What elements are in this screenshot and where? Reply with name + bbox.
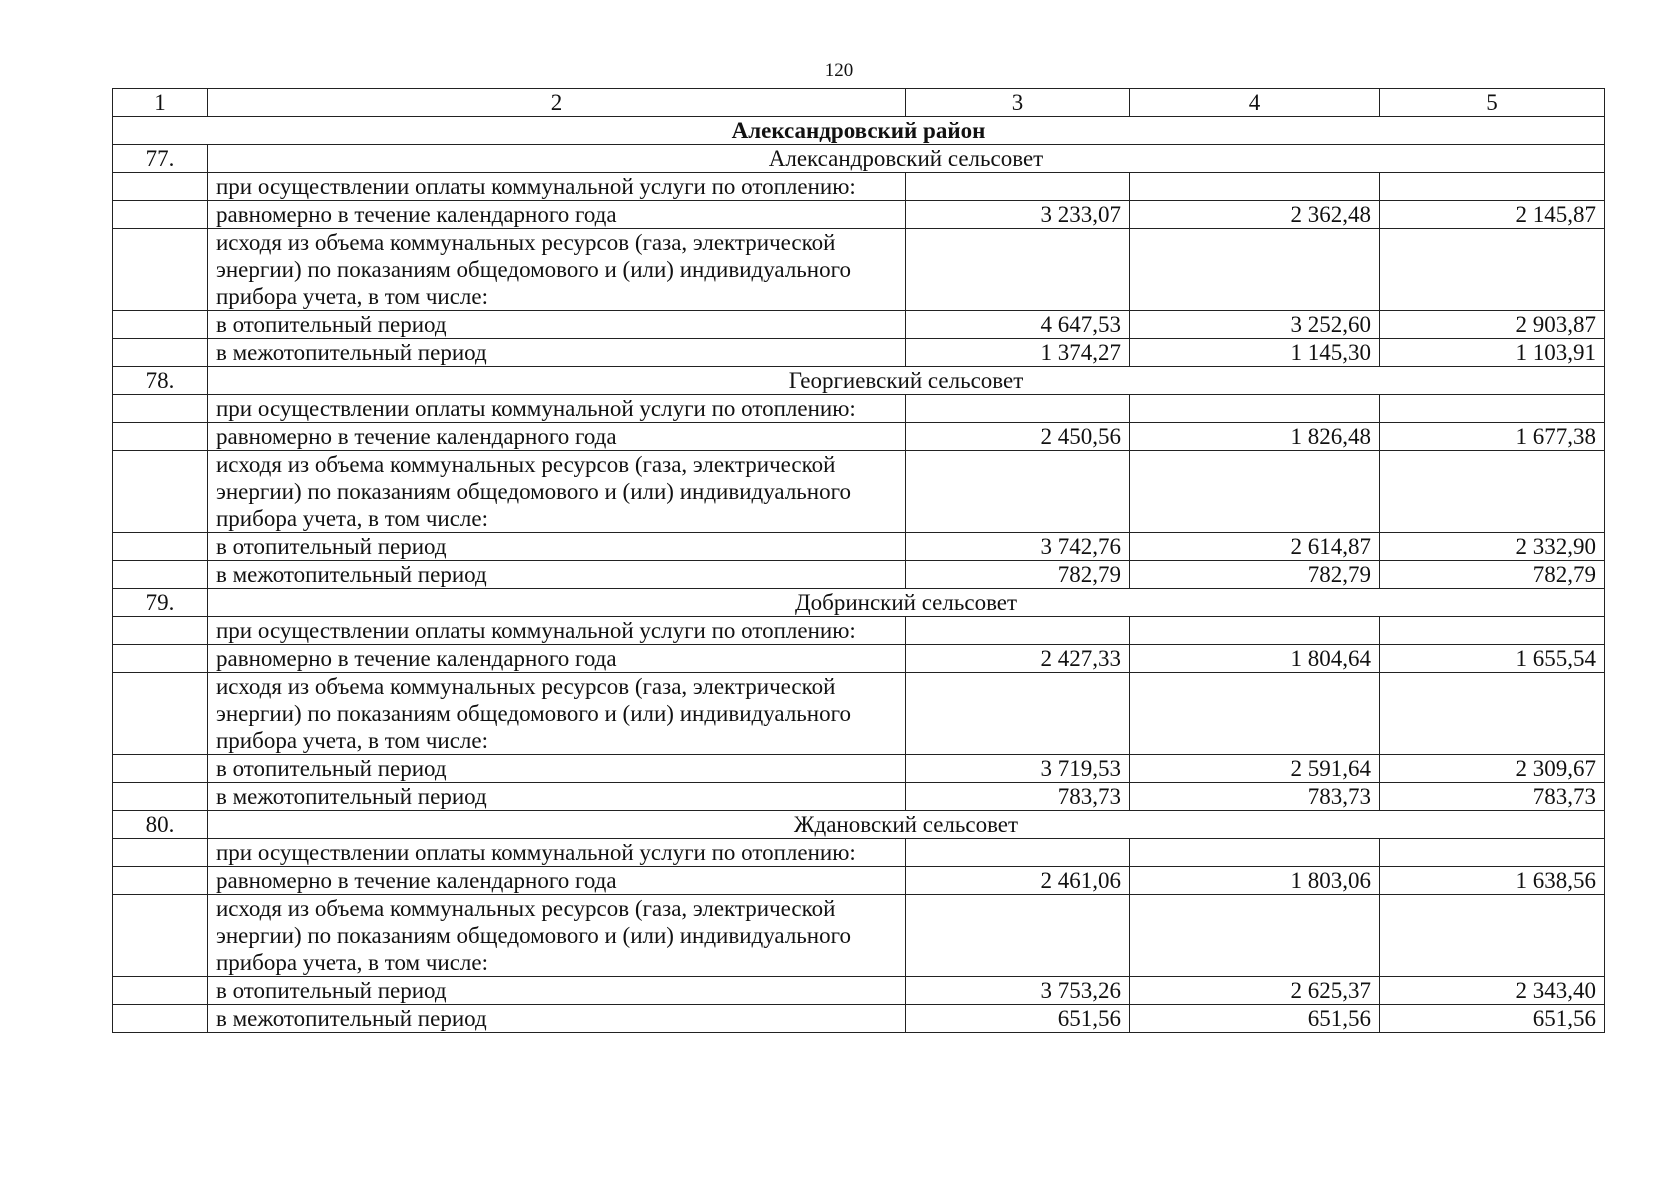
settlement-name: Александровский сельсовет: [208, 145, 1605, 173]
row-label: в отопительный период: [208, 755, 906, 783]
value-cell-empty: [1130, 173, 1380, 201]
row-label: равномерно в течение календарного года: [208, 423, 906, 451]
value-cell: 2 362,48: [1130, 201, 1380, 229]
row-number-empty: [113, 229, 208, 311]
payment-method-row: [113, 173, 1605, 201]
value-cell: 651,56: [906, 1005, 1130, 1033]
row-number-empty: [113, 755, 208, 783]
value-cell: 1 103,91: [1380, 339, 1605, 367]
value-cell: 1 145,30: [1130, 339, 1380, 367]
value-cell-empty: [906, 173, 1130, 201]
value-cell: 782,79: [1380, 561, 1605, 589]
value-cell: 1 655,54: [1380, 645, 1605, 673]
value-cell-empty: [1130, 839, 1380, 867]
value-cell: 2 332,90: [1380, 533, 1605, 561]
row-number-empty: [113, 561, 208, 589]
column-number-cell: 5: [1380, 89, 1605, 117]
value-cell-empty: [1380, 395, 1605, 423]
evenly-row: [113, 423, 1605, 451]
value-cell: 782,79: [906, 561, 1130, 589]
district-row: [113, 117, 1605, 145]
column-number-row: [113, 89, 1605, 117]
value-cell-empty: [1130, 229, 1380, 311]
settlement-name: Георгиевский сельсовет: [208, 367, 1605, 395]
row-number-empty: [113, 673, 208, 755]
value-cell: 651,56: [1380, 1005, 1605, 1033]
row-number-empty: [113, 423, 208, 451]
settlement-row: [113, 367, 1605, 395]
non-heating-period-row: [113, 339, 1605, 367]
row-number-empty: [113, 617, 208, 645]
value-cell: 2 145,87: [1380, 201, 1605, 229]
value-cell: 2 450,56: [906, 423, 1130, 451]
row-number-empty: [113, 645, 208, 673]
value-cell: 3 719,53: [906, 755, 1130, 783]
row-label: исходя из объема коммунальных ресурсов (газа, электрической энергии) по показаниям общедомового и (или) индивидуального прибора учета, в том числе:: [208, 229, 906, 311]
value-cell-empty: [906, 617, 1130, 645]
value-cell: 2 625,37: [1130, 977, 1380, 1005]
row-label: при осуществлении оплаты коммунальной услуги по отоплению:: [208, 173, 906, 201]
payment-method-row: [113, 617, 1605, 645]
value-cell: 2 903,87: [1380, 311, 1605, 339]
value-cell: 3 753,26: [906, 977, 1130, 1005]
page-number: 120: [824, 60, 854, 81]
row-label: в межотопительный период: [208, 561, 906, 589]
heating-period-row: [113, 311, 1605, 339]
row-number-empty: [113, 839, 208, 867]
settlement-row: [113, 145, 1605, 173]
by-volume-row: [113, 673, 1605, 755]
column-number-cell: 4: [1130, 89, 1380, 117]
tariff-table: [112, 88, 1605, 1033]
row-label: исходя из объема коммунальных ресурсов (газа, электрической энергии) по показаниям общедомового и (или) индивидуального прибора учета, в том числе:: [208, 895, 906, 977]
row-number-empty: [113, 977, 208, 1005]
value-cell: 3 252,60: [1130, 311, 1380, 339]
value-cell: 2 591,64: [1130, 755, 1380, 783]
value-cell-empty: [1130, 395, 1380, 423]
column-number-cell: 3: [906, 89, 1130, 117]
value-cell: 2 614,87: [1130, 533, 1380, 561]
value-cell: 3 233,07: [906, 201, 1130, 229]
row-label: исходя из объема коммунальных ресурсов (газа, электрической энергии) по показаниям общедомового и (или) индивидуального прибора учета, в том числе:: [208, 673, 906, 755]
value-cell-empty: [906, 895, 1130, 977]
row-number: 80.: [113, 811, 208, 839]
value-cell: 4 647,53: [906, 311, 1130, 339]
row-number-empty: [113, 395, 208, 423]
value-cell-empty: [1130, 673, 1380, 755]
value-cell: 1 826,48: [1130, 423, 1380, 451]
row-number: 77.: [113, 145, 208, 173]
value-cell: 783,73: [906, 783, 1130, 811]
row-label: равномерно в течение календарного года: [208, 201, 906, 229]
value-cell: 3 742,76: [906, 533, 1130, 561]
value-cell-empty: [906, 839, 1130, 867]
heating-period-row: [113, 533, 1605, 561]
row-label: в отопительный период: [208, 533, 906, 561]
row-label: в отопительный период: [208, 311, 906, 339]
column-number-cell: 1: [113, 89, 208, 117]
by-volume-row: [113, 451, 1605, 533]
value-cell: 1 677,38: [1380, 423, 1605, 451]
value-cell-empty: [1380, 617, 1605, 645]
row-number-empty: [113, 173, 208, 201]
value-cell: 783,73: [1130, 783, 1380, 811]
settlement-name: Добринский сельсовет: [208, 589, 1605, 617]
district-title: Александровский район: [113, 117, 1605, 145]
value-cell-empty: [1130, 895, 1380, 977]
value-cell: 2 461,06: [906, 867, 1130, 895]
heating-period-row: [113, 755, 1605, 783]
settlement-row: [113, 811, 1605, 839]
non-heating-period-row: [113, 783, 1605, 811]
row-number-empty: [113, 1005, 208, 1033]
row-label: равномерно в течение календарного года: [208, 867, 906, 895]
value-cell: 651,56: [1130, 1005, 1380, 1033]
value-cell-empty: [1380, 173, 1605, 201]
value-cell-empty: [906, 229, 1130, 311]
row-label: равномерно в течение календарного года: [208, 645, 906, 673]
value-cell: 1 374,27: [906, 339, 1130, 367]
value-cell: 2 427,33: [906, 645, 1130, 673]
value-cell-empty: [1130, 451, 1380, 533]
value-cell: 2 343,40: [1380, 977, 1605, 1005]
value-cell-empty: [1380, 895, 1605, 977]
value-cell-empty: [906, 451, 1130, 533]
value-cell-empty: [1130, 617, 1380, 645]
row-number-empty: [113, 339, 208, 367]
non-heating-period-row: [113, 561, 1605, 589]
row-label: в межотопительный период: [208, 1005, 906, 1033]
row-number: 79.: [113, 589, 208, 617]
row-number-empty: [113, 451, 208, 533]
value-cell-empty: [1380, 451, 1605, 533]
value-cell: 1 803,06: [1130, 867, 1380, 895]
row-label: исходя из объема коммунальных ресурсов (газа, электрической энергии) по показаниям общедомового и (или) индивидуального прибора учета, в том числе:: [208, 451, 906, 533]
by-volume-row: [113, 895, 1605, 977]
value-cell: 783,73: [1380, 783, 1605, 811]
settlement-row: [113, 589, 1605, 617]
value-cell-empty: [906, 395, 1130, 423]
row-number: 78.: [113, 367, 208, 395]
by-volume-row: [113, 229, 1605, 311]
settlement-name: Ждановский сельсовет: [208, 811, 1605, 839]
row-number-empty: [113, 895, 208, 977]
payment-method-row: [113, 839, 1605, 867]
row-number-empty: [113, 201, 208, 229]
row-label: в межотопительный период: [208, 339, 906, 367]
value-cell: 1 638,56: [1380, 867, 1605, 895]
payment-method-row: [113, 395, 1605, 423]
row-label: в отопительный период: [208, 977, 906, 1005]
evenly-row: [113, 201, 1605, 229]
row-label: при осуществлении оплаты коммунальной услуги по отоплению:: [208, 617, 906, 645]
value-cell-empty: [1380, 839, 1605, 867]
value-cell-empty: [1380, 673, 1605, 755]
value-cell: 2 309,67: [1380, 755, 1605, 783]
row-number-empty: [113, 533, 208, 561]
non-heating-period-row: [113, 1005, 1605, 1033]
value-cell: 782,79: [1130, 561, 1380, 589]
row-label: в межотопительный период: [208, 783, 906, 811]
heating-period-row: [113, 977, 1605, 1005]
value-cell-empty: [906, 673, 1130, 755]
column-number-cell: 2: [208, 89, 906, 117]
row-number-empty: [113, 783, 208, 811]
value-cell: 1 804,64: [1130, 645, 1380, 673]
row-number-empty: [113, 311, 208, 339]
evenly-row: [113, 867, 1605, 895]
row-label: при осуществлении оплаты коммунальной услуги по отоплению:: [208, 839, 906, 867]
value-cell-empty: [1380, 229, 1605, 311]
row-label: при осуществлении оплаты коммунальной услуги по отоплению:: [208, 395, 906, 423]
row-number-empty: [113, 867, 208, 895]
evenly-row: [113, 645, 1605, 673]
